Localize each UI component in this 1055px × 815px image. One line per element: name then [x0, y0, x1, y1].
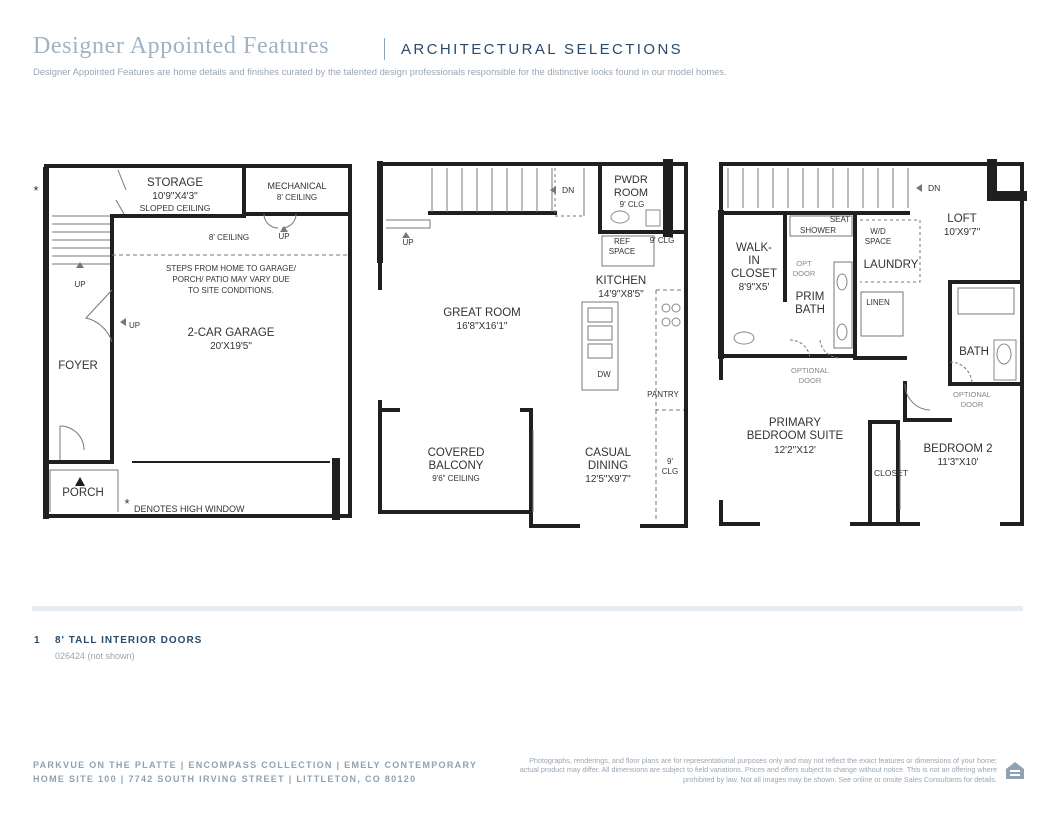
l1-asterisk: * — [33, 183, 39, 198]
wd-line2: SPACE — [864, 237, 892, 246]
prim-bath-line2: BATH — [795, 304, 825, 316]
great-room-dims: 16'8"X16'1" — [456, 321, 508, 332]
optional-door2-line1: OPTIONAL — [953, 390, 991, 399]
dining-clg2: CLG — [661, 467, 679, 476]
bedroom2-name: BEDROOM 2 — [923, 443, 993, 455]
prim-bath-line1: PRIM — [795, 291, 825, 303]
primary-line2: BEDROOM SUITE — [746, 430, 844, 442]
bath-label: BATH — [959, 346, 989, 358]
optional-door2-line2: DOOR — [960, 400, 984, 409]
steps-note-3: TO SITE CONDITIONS. — [188, 286, 274, 295]
garage-dims: 20'X19'5" — [210, 341, 252, 352]
header-description: Designer Appointed Features are home details and finishes curated by the talented design professionals responsible for the distinctive looks found in our model homes. — [33, 66, 727, 77]
walkin-line3: CLOSET — [730, 268, 778, 280]
high-window-mark: * — [124, 496, 130, 511]
ref-line1: REF — [614, 237, 630, 246]
kitchen-clg: 9' CLG — [649, 236, 675, 245]
primary-dims: 12'2"X12' — [774, 445, 816, 456]
equal-housing-icon — [1004, 759, 1026, 781]
kitchen-name: KITCHEN — [595, 275, 647, 287]
closet-label: CLOSET — [873, 468, 909, 478]
l2-up: UP — [402, 238, 414, 247]
foyer-label: FOYER — [58, 360, 98, 372]
pantry-label: PANTRY — [647, 390, 679, 399]
laundry-label: LAUNDRY — [863, 259, 919, 271]
optional-door1-line2: DOOR — [798, 376, 822, 385]
storage-note: SLOPED CEILING — [139, 203, 211, 213]
bedroom2-dims: 11'3"X10' — [937, 457, 979, 468]
mechanical-name: MECHANICAL — [267, 181, 327, 191]
seat-label: SEAT — [829, 215, 851, 224]
dw-label: DW — [597, 370, 611, 379]
door-up: UP — [129, 321, 141, 330]
dining-clg1: 9' — [667, 457, 673, 466]
garage-name: 2-CAR GARAGE — [187, 327, 275, 339]
l2-dn: DN — [562, 185, 575, 195]
primary-line1: PRIMARY — [768, 417, 822, 429]
kitchen-dims: 14'9"X8'5" — [598, 289, 644, 300]
section-divider — [32, 606, 1023, 611]
powder-note: 9' CLG — [619, 200, 645, 209]
selection-title: 8' TALL INTERIOR DOORS — [55, 635, 203, 646]
stair-up: UP — [74, 280, 86, 289]
selection-code: 026424 (not shown) — [55, 651, 135, 661]
loft-name: LOFT — [947, 213, 977, 225]
wd-line1: W/D — [870, 227, 886, 236]
high-window-text: DENOTES HIGH WINDOW — [134, 504, 245, 514]
opt-door-line2: DOOR — [792, 269, 816, 278]
l3-dn: DN — [928, 183, 941, 193]
ref-line2: SPACE — [608, 247, 636, 256]
storage-dims: 10'9"X4'3" — [152, 191, 198, 202]
storage-name: STORAGE — [146, 177, 204, 189]
dining-dims: 12'5"X9'7" — [585, 474, 631, 485]
powder-name1: PWDR — [614, 174, 648, 186]
level3-walls — [721, 164, 1022, 524]
level1-walls — [46, 166, 350, 516]
steps-note-1: STEPS FROM HOME TO GARAGE/ — [166, 264, 296, 273]
footer-line1: PARKVUE ON THE PLATTE | ENCOMPASS COLLECTION | EMELY CONTEMPORARY — [33, 760, 478, 770]
mechanical-note: 8' CEILING — [276, 193, 318, 202]
dining-name1: CASUAL — [584, 447, 632, 459]
footer-line2: HOME SITE 100 | 7742 SOUTH IRVING STREET | LITTLETON, CO 80120 — [33, 774, 417, 784]
footer-disclaimer: Photographs, renderings, and floor plans are for representational purposes only and may not reflect the exact features or dimensions of your home; actual product may differ. All dimensions are subject to field variations. Prices and offers subject to change without notice. This is not an offering where prohibited by law. Not all images may be shown. See online or onsite Sales Consultants for details. — [519, 756, 997, 784]
balcony-note: 9'6" CEILING — [432, 474, 480, 483]
header-section: ARCHITECTURAL SELECTIONS — [401, 41, 684, 58]
opt-door-line1: OPT — [796, 259, 812, 268]
loft-dims: 10'X9'7" — [943, 227, 981, 238]
great-room-name: GREAT ROOM — [443, 307, 521, 319]
optional-door1-line1: OPTIONAL — [791, 366, 829, 375]
powder-name2: ROOM — [613, 187, 649, 199]
walkin-dims: 8'9"X5' — [738, 282, 770, 293]
balcony-name1: COVERED — [427, 447, 485, 459]
dining-name2: DINING — [587, 460, 629, 472]
l1-ceiling: 8' CEILING — [208, 233, 250, 242]
steps-note-2: PORCH/ PATIO MAY VARY DUE — [172, 275, 290, 284]
porch-label: PORCH — [62, 487, 104, 499]
balcony-name2: BALCONY — [428, 460, 484, 472]
mech-up: UP — [278, 232, 290, 241]
walkin-line2: IN — [748, 255, 760, 267]
shower-label: SHOWER — [800, 226, 836, 235]
selection-number: 1 — [34, 635, 40, 646]
walkin-line1: WALK- — [736, 242, 772, 254]
linen-label: LINEN — [866, 298, 890, 307]
header-title: Designer Appointed Features — [33, 33, 330, 59]
